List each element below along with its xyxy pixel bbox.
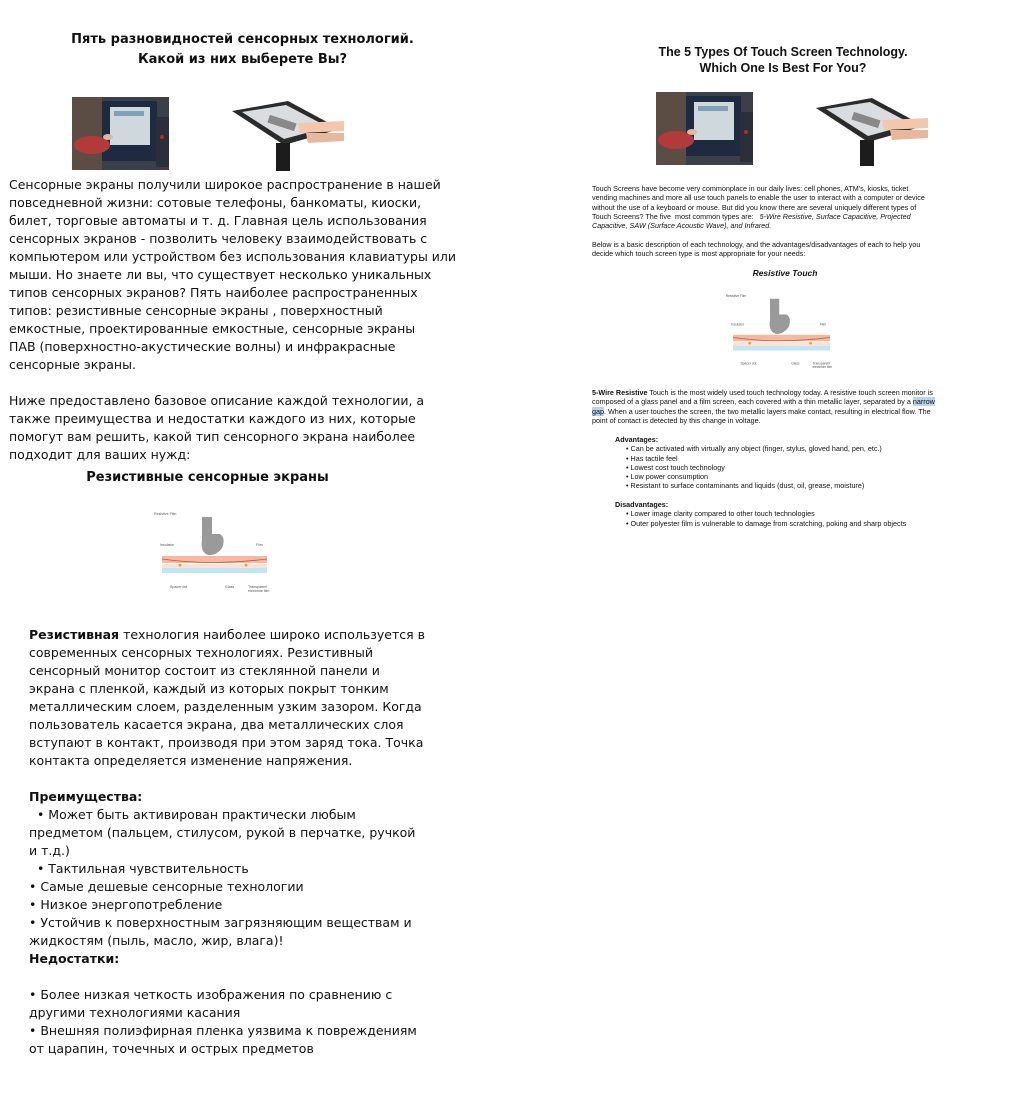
ru-intro-line: мыши. Но знаете ли вы, что существует несколько уникальных [9,267,432,282]
ru-intro-line: емкостные, проектированные емкостные, сенсорные экраны [9,321,416,336]
list-item: • Resistant to surface contaminants and liquids (dust, oil, grease, moisture) [626,481,865,491]
ru-advantages [29,788,429,1058]
list-item: • Outer polyester film is vulnerable to damage from scratching, poking and sharp objects [626,518,907,528]
diagram-insulator-label: Insulator [160,543,174,547]
ru-title-line-1: Пять разновидностей сенсорных технологий. [71,32,414,47]
ru-resistive-bold: Резистивная [29,627,120,642]
list-item: • Can be activated with virtually any object (finger, stylus, gloved hand, pen, etc.) [626,444,882,454]
ru-intro-line: билет, торговые автоматы и т. д. Главная цель использования [9,213,427,228]
ru-resistive-line: технология наиболее широко используется в [119,627,425,642]
ru-resistive-line: металлическим слоем, разделенным узким зазором. Когда [29,699,422,714]
en-kiosk-photo [656,92,753,165]
ru-advantage-line: жидкостям (пыль, масло, жир, влага)! [29,933,284,948]
en-disadvantages [615,500,995,528]
diagram-film-label: Film [256,543,263,547]
diagram-caption: Resistive Film [154,512,177,516]
ru-advantage-line: • Низкое энергопотребление [29,897,223,912]
en-advantages-list [615,444,995,490]
en-resistive-diagram [722,287,842,377]
ru-resistive-line: сенсорный монитор состоит из стеклянной панели и [29,663,380,678]
terminal-photo [228,99,346,171]
en-disadvantages-list [615,509,995,528]
ru-disadvantage-line: • Более низкая четкость изображения по сравнению с [29,987,393,1002]
diagram-film-label: Film [819,322,827,327]
ru-intro-line: типов: резистивные сенсорные экраны , поверхностный [9,303,383,318]
ru-resistive-line: современных сенсорных технологиях. Резистивный [29,645,374,660]
ru-resistive-line: пользователь касается экрана, два металлических слоя [29,717,404,732]
ru-below-line: подходит для ваших нужд: [9,447,191,462]
en-intro-line: without the use of a keyboard or mouse. But did you know there are several uniquely different types of [592,202,917,212]
diagram-transparent-label: Transparent [248,585,268,589]
ru-advantage-line: и т.д.) [29,843,70,858]
ru-advantages-title: Преимущества: [29,789,143,804]
ru-resistive-diagram [150,508,280,598]
ru-intro-line: Сенсорные экраны получили широкое распространение в нашей [9,177,441,192]
diagram-spacer-label: Spacer dot [170,585,188,589]
en-disadvantages-title: Disadvantages: [615,500,669,509]
ru-resistive-paragraph [29,626,429,770]
en-types-italic: Capacitive, SAW (Surface Acoustic Wave), and Infrared. [592,221,772,231]
ru-disadvantage-line: другими технологиями касания [29,1005,241,1020]
en-below-line: Below is a basic description of each technology, and the advantages/disadvantages of each to help you [592,240,921,249]
en-below-paragraph [592,240,992,259]
ru-intro-line: ПАВ (поверхностно-акустические волны) и инфракрасные [9,339,396,354]
ru-below-line: также преимущества и недостатки каждого из них, которые [9,411,416,426]
ru-resistive-line: вступают в контакт, производя при этом заряд тока. Точка [29,735,424,750]
en-resistive-line: . When a user touches the screen, the two metallic layers make contact, resulting in electrical flow. The [604,406,931,416]
ru-advantage-line: • Устойчив к поверхностным загрязняющим веществам и [29,915,412,930]
en-title-line-2: Which One Is Best For You? [699,61,867,75]
ru-intro-line: компьютером или устройством без использования клавиатуры или [9,249,457,264]
diagram-caption: Resistive Film [725,293,747,298]
en-page-title [600,44,966,76]
ru-advantage-line: • Самые дешевые сенсорные технологии [29,879,304,894]
en-intro-line: Touch Screens have become very commonplace in our daily lives: cell phones, ATM's, kiosks, ticket [592,184,909,193]
en-title-line-1: The 5 Types Of Touch Screen Technology. [658,45,908,59]
diagram-electrode-label: electrode film [248,589,270,593]
list-item: • Has tactile feel [626,453,678,463]
list-item: • Low power consumption [626,472,709,482]
diagram-insulator-label: Insulator [731,322,744,327]
ru-disadvantages-title: Недостатки: [29,951,120,966]
ru-advantage-line: • Тактильная чувствительность [29,861,249,876]
ru-below-line: помогут вам решить, какой тип сенсорного экрана наиболее [9,429,416,444]
en-advantages [615,435,995,491]
en-intro-line: vending machines and more all use touch panels to enable the user to interact with a computer or device [592,193,925,203]
kiosk-photo [72,97,169,170]
ru-below-line: Ниже предоставлено базовое описание каждой технологии, а [9,393,425,408]
diagram-spacer-label: Spacer dot [740,361,757,366]
ru-intro-paragraph [9,176,457,374]
ru-intro-line: повседневной жизни: сотовые телефоны, банкоматы, киоски, [9,195,422,210]
diagram-electrode-label: electrode film [812,365,833,369]
ru-advantage-line: предметом (пальцем, стилусом, рукой в перчатке, ручкой [29,825,416,840]
en-terminal-photo [812,96,930,166]
ru-below-paragraph [9,392,429,464]
diagram-glass-label: Glass [791,361,800,366]
list-item: • Lowest cost touch technology [626,462,725,472]
en-resistive-line: Touch is the most widely used touch technology today. A resistive touch screen monitor is [647,388,933,397]
ru-section-heading: Резистивные сенсорные экраны [86,470,329,485]
en-resistive-bold: 5-Wire Resistive [592,388,648,397]
ru-disadvantage-line: от царапин, точечных и острых предметов [29,1041,314,1056]
en-intro-paragraph [592,184,992,230]
ru-advantage-line: • Может быть активирован практически любым [29,807,356,822]
en-resistive-line: point of contact is detected by this change in voltage. [592,415,761,425]
ru-page-title [40,30,445,70]
en-advantages-title: Advantages: [615,435,659,444]
ru-resistive-line: контакта определяется изменение напряжения. [29,753,353,768]
ru-intro-line: сенсорных экранов - позволить человеку взаимодействовать с [9,231,428,246]
en-resistive-paragraph [592,388,992,425]
ru-intro-line: типов сенсорных экранов? Пять наиболее распространенных [9,285,418,300]
en-below-line: decide which touch screen type is most appropriate for your needs: [592,249,806,259]
diagram-transparent-label: Transparent [812,361,831,366]
ru-intro-line: сенсорные экраны. [9,357,136,372]
list-item: • Lower image clarity compared to other touch technologies [626,509,815,519]
en-types-italic: 5-Wire Resistive, Surface Capacitive, Projected [759,211,911,221]
diagram-glass-label: Glass [225,585,235,589]
highlighted-text: narrow [912,397,935,407]
en-intro-line: Touch Screens? The five most common types are: [592,211,760,221]
highlighted-text: gap [592,406,604,416]
ru-resistive-line: экрана с пленкой, каждый из которых покрыт тонким [29,681,389,696]
en-section-heading: Resistive Touch [752,268,818,278]
en-resistive-line: composed of a glass panel and a film screen, each covered with a thin metallic layer, separated by a [592,397,913,407]
ru-disadvantage-line: • Внешняя полиэфирная пленка уязвима к повреждениям [29,1023,417,1038]
ru-title-line-2: Какой из них выберете Вы? [137,52,348,67]
